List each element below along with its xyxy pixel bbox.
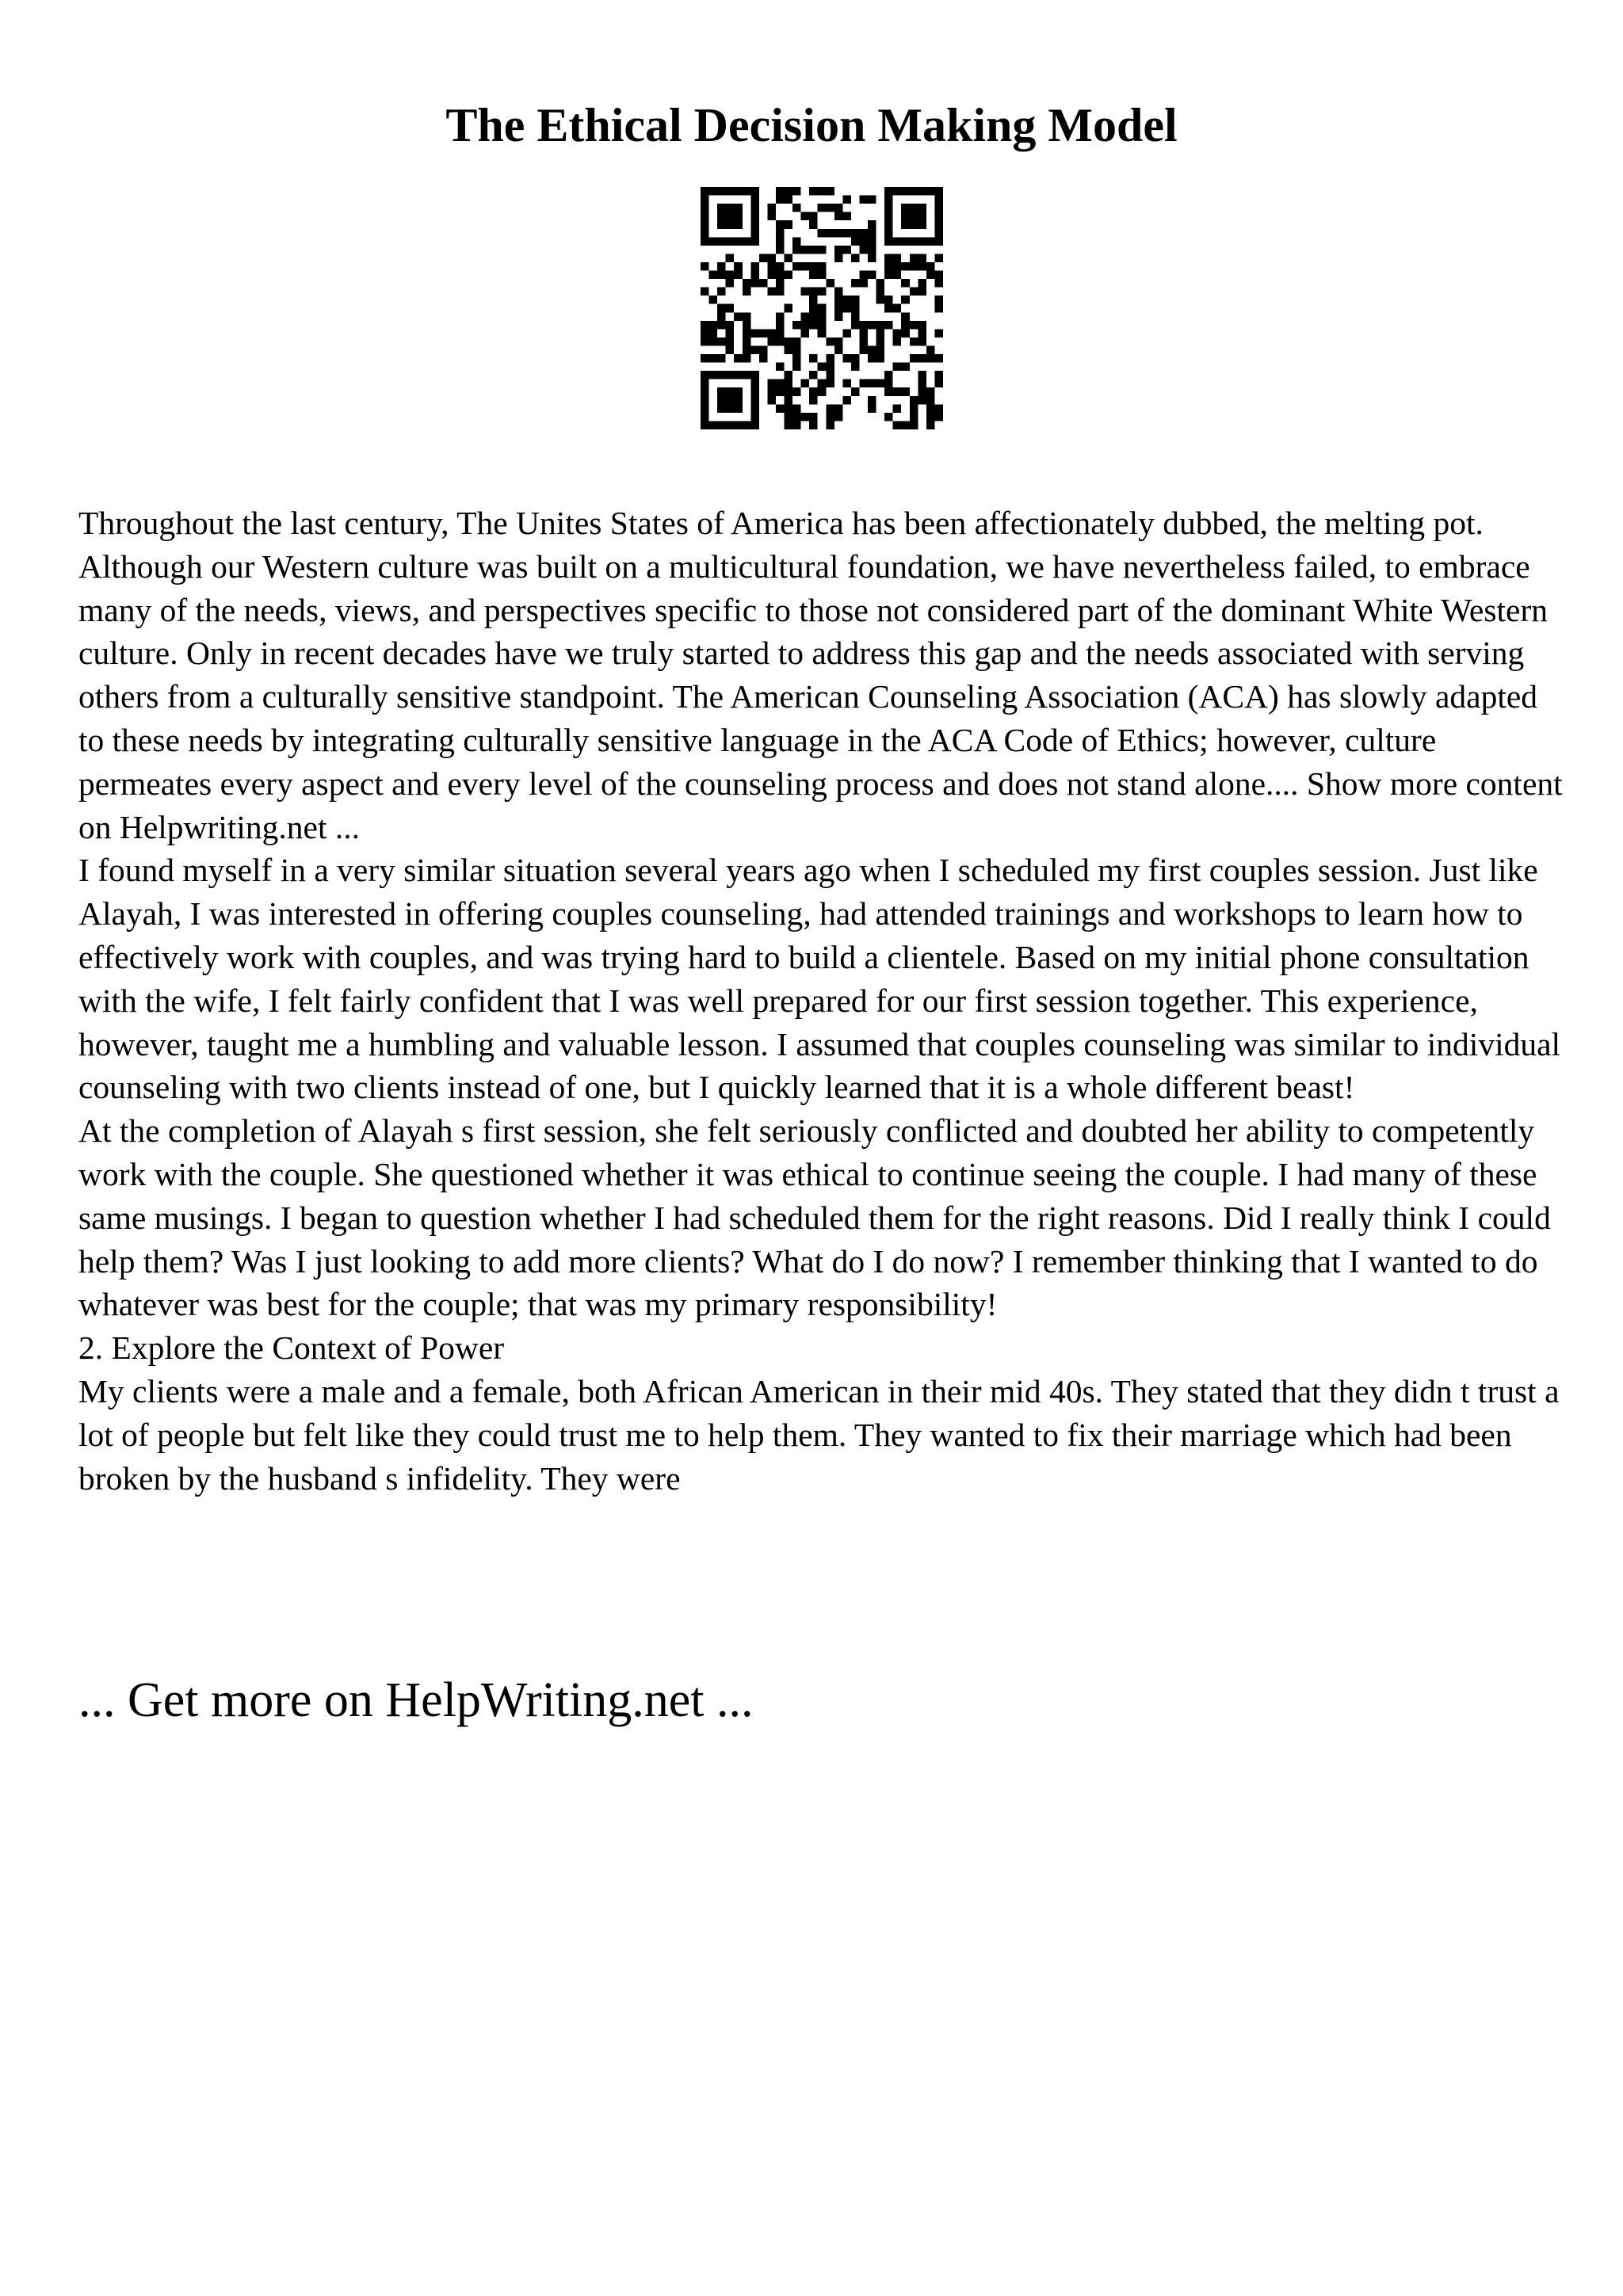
- get-more-link[interactable]: ... Get more on HelpWriting.net ...: [78, 1673, 754, 1727]
- paragraph-intro: Throughout the last century, The Unites States of America has been affectionately dubbed, the melting pot. Although our Western culture was built on a multicultural foundation, we have nevertheless failed, to embrace many of the needs, views, and perspectives specific to those not considered part of the dominant White Western culture. Only in recent decades have we truly started to address this gap and the needs associated with serving others from a culturally sensitive standpoint. The American Counseling Association (ACA) has slowly adapted to these needs by integrating culturally sensitive language in the ACA Code of Ethics; however, culture permeates every aspect and every level of the counseling process and does not stand alone.... Show more content on Helpwriting.net ...: [78, 505, 1563, 845]
- document-title: The Ethical Decision Making Model: [445, 99, 1178, 151]
- paragraph-completion: At the completion of Alayah s first session, she felt seriously conflicted and doubted her ability to competently work with the couple. She questioned whether it was ethical to continue seeing the couple. I had many of these same musings. I began to question whether I had scheduled them for the right reasons. Did I really think I could help them? Was I just looking to add more clients? What do I do now? I remember thinking that I wanted to do whatever was best for the couple; that was my primary responsibility!: [78, 1112, 1551, 1323]
- paragraph-clients: My clients were a male and a female, both African American in their mid 40s. They stated that they didn t trust a lot of people but felt like they could trust me to help them. They wanted to fix their marriage which had been broken by the husband s infidelity. They were: [78, 1372, 1560, 1497]
- section-heading-context-of-power: 2. Explore the Context of Power: [78, 1329, 505, 1367]
- paragraph-first-session: I found myself in a very similar situation several years ago when I scheduled my first couples session. Just like Alayah, I was interested in offering couples counseling, had attended trainings and workshops to learn how to effectively work with couples, and was trying hard to build a clientele. Based on my initial phone consultation with the wife, I felt fairly confident that I was well prepared for our first session together. This experience, however, taught me a humbling and valuable lesson. I assumed that couples counseling was similar to individual counseling with two clients instead of one, but I quickly learned that it is a whole different beast!: [78, 852, 1561, 1106]
- qr-code-icon: [701, 187, 943, 429]
- document-body: [78, 502, 1568, 1500]
